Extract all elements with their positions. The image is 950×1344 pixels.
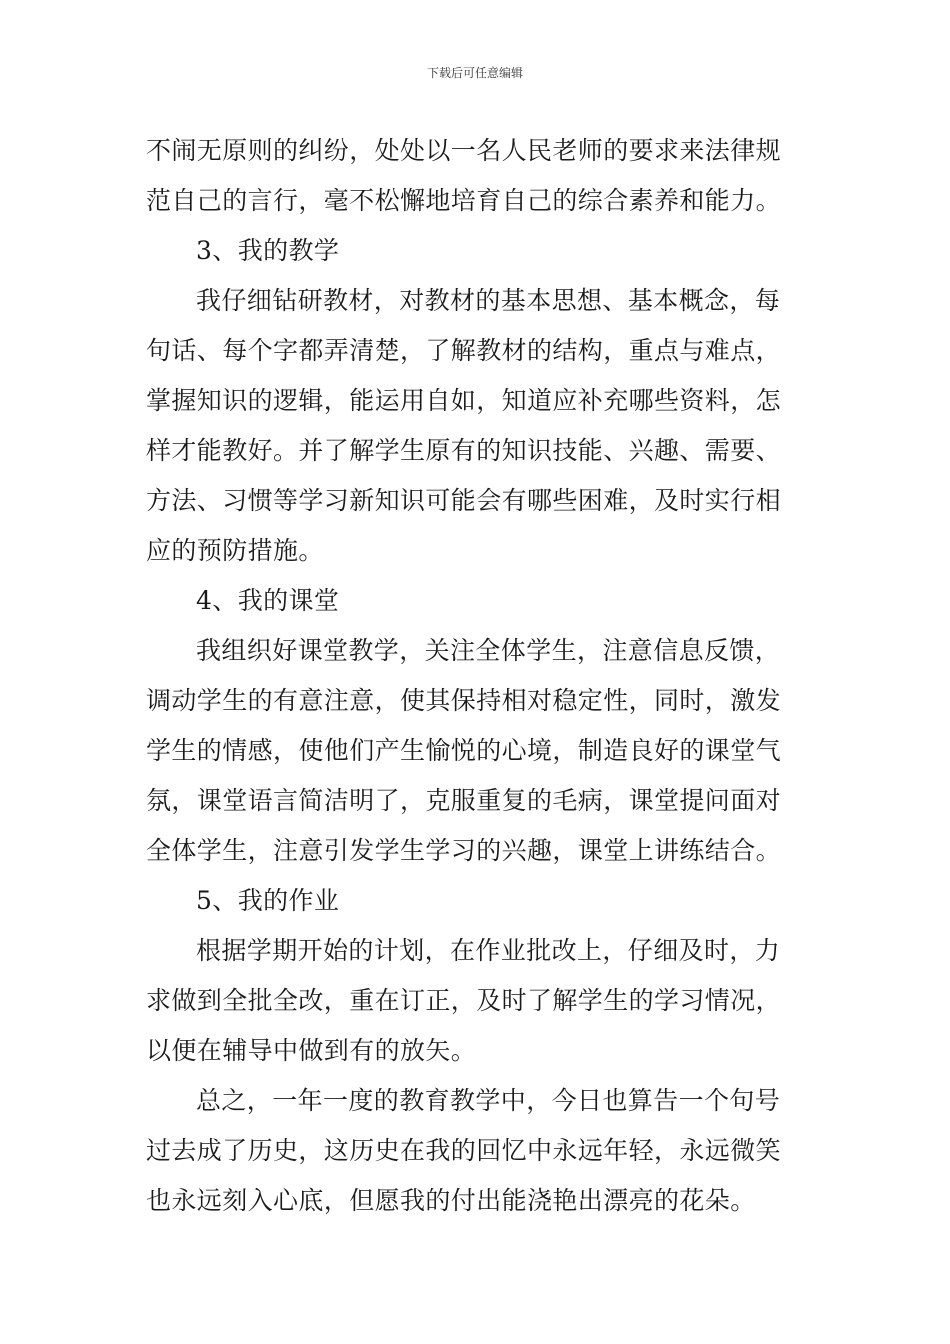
text-line: 调动学生的有意注意，使其保持相对稳定性，同时，激发 bbox=[146, 686, 782, 715]
section-heading-classroom: 4、我的课堂 bbox=[196, 586, 340, 615]
text-line: 我仔细钻研教材，对教材的基本思想、基本概念，每 bbox=[196, 286, 781, 315]
text-line: 全体学生，注意引发学生学习的兴趣，课堂上讲练结合。 bbox=[146, 836, 782, 865]
text-line: 也永远刻入心底，但愿我的付出能浇艳出漂亮的花朵。 bbox=[146, 1186, 756, 1215]
text-line: 我组织好课堂教学，关注全体学生，注意信息反馈， bbox=[196, 636, 781, 665]
text-line: 方法、习惯等学习新知识可能会有哪些困难，及时实行相 bbox=[146, 486, 782, 515]
text-line: 范自己的言行，毫不松懈地培育自己的综合素养和能力。 bbox=[146, 186, 782, 215]
text-line: 过去成了历史，这历史在我的回忆中永远年轻，永远微笑 bbox=[146, 1136, 782, 1165]
section-heading-homework: 5、我的作业 bbox=[196, 886, 340, 915]
text-line: 句话、每个字都弄清楚，了解教材的结构，重点与难点， bbox=[146, 336, 782, 365]
page-header-note: 下载后可任意编辑 bbox=[426, 66, 523, 80]
text-line: 根据学期开始的计划，在作业批改上，仔细及时，力 bbox=[196, 936, 781, 965]
text-line: 样才能教好。并了解学生原有的知识技能、兴趣、需要、 bbox=[146, 436, 782, 465]
text-line: 以便在辅导中做到有的放矢。 bbox=[146, 1036, 477, 1065]
text-line: 总之，一年一度的教育教学中，今日也算告一个句号 bbox=[196, 1086, 781, 1115]
text-line: 应的预防措施。 bbox=[146, 536, 324, 565]
section-heading-teaching: 3、我的教学 bbox=[196, 236, 340, 265]
text-line: 不闹无原则的纠纷，处处以一名人民老师的要求来法律规 bbox=[146, 136, 782, 165]
document-body bbox=[146, 126, 808, 1226]
text-line: 学生的情感，使他们产生愉悦的心境，制造良好的课堂气 bbox=[146, 736, 782, 765]
text-line: 掌握知识的逻辑，能运用自如，知道应补充哪些资料，怎 bbox=[146, 386, 782, 415]
text-line: 氛，课堂语言简洁明了，克服重复的毛病，课堂提问面对 bbox=[146, 786, 782, 815]
text-line: 求做到全批全改，重在订正，及时了解学生的学习情况， bbox=[146, 986, 782, 1015]
